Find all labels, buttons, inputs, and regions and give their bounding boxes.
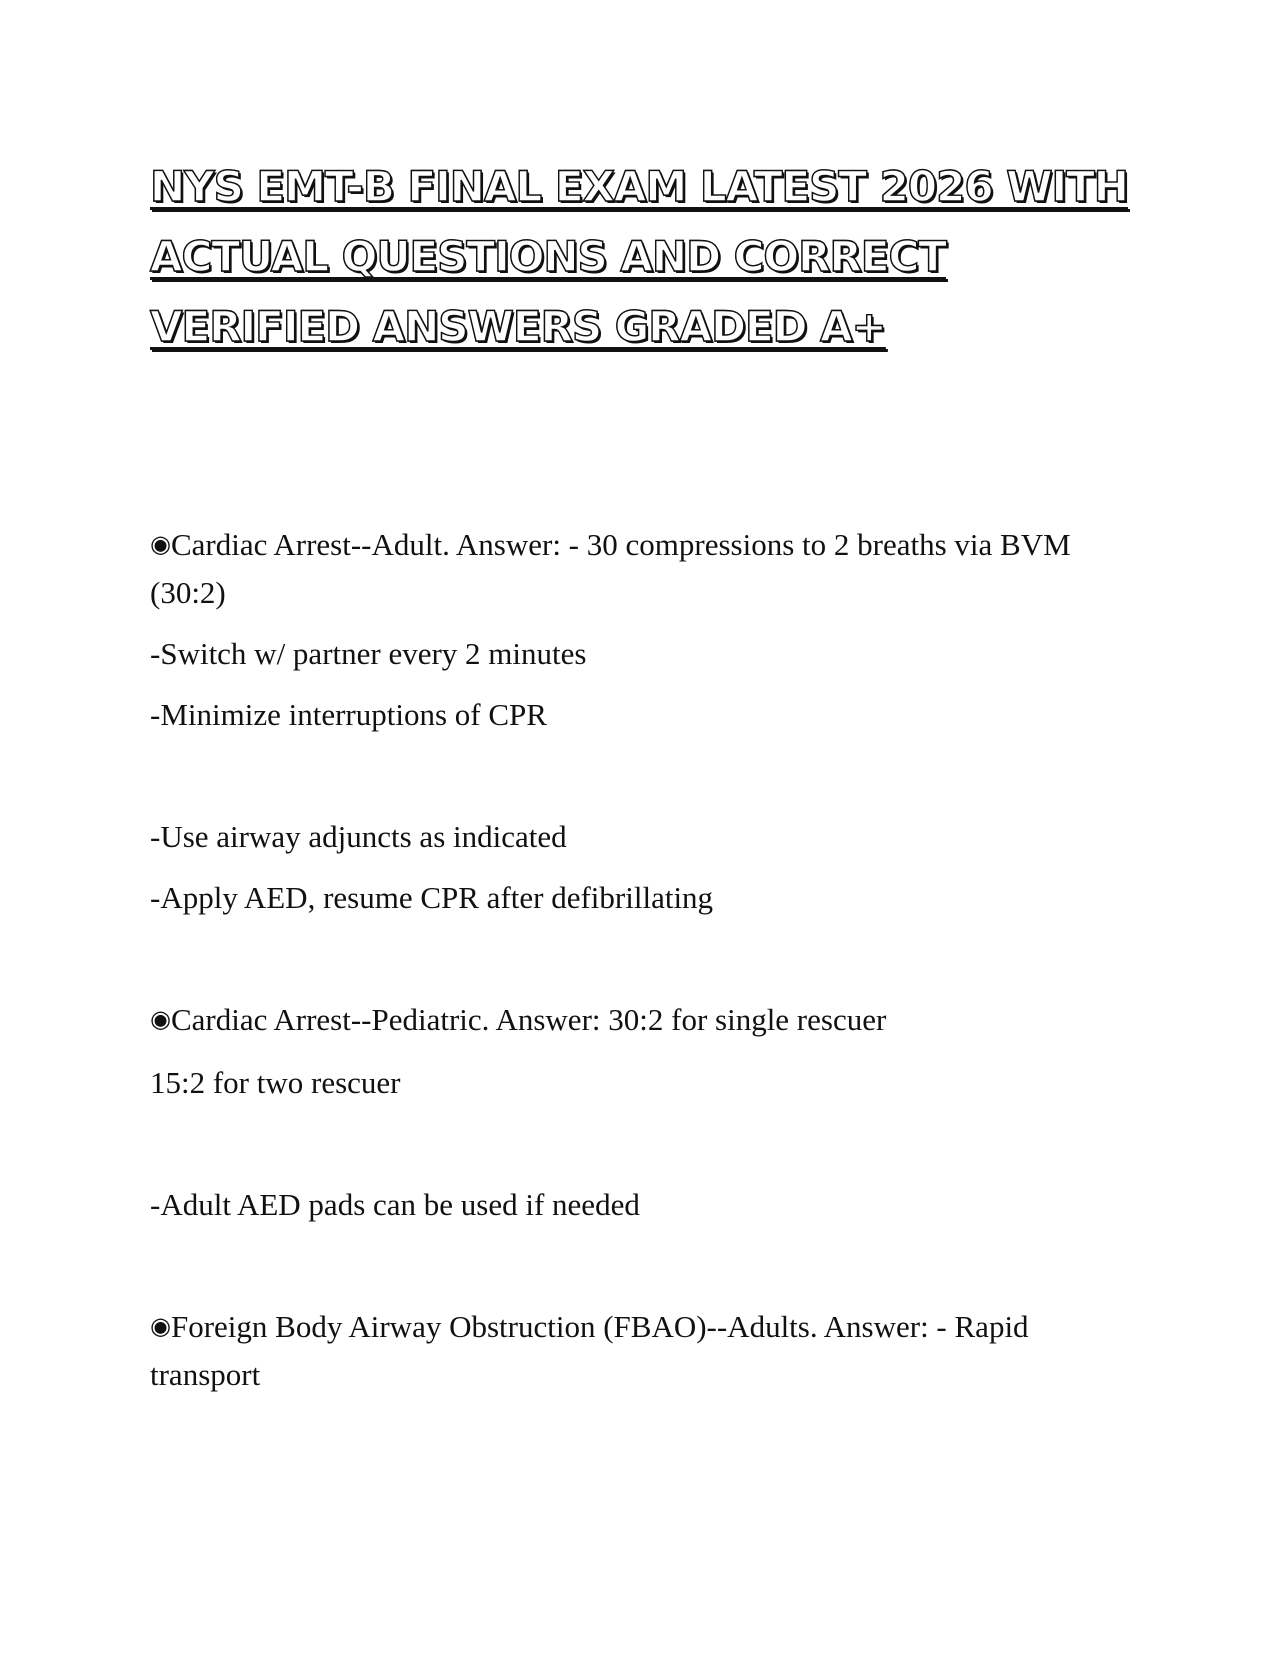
answer-line: -Use airway adjuncts as indicated: [150, 819, 567, 854]
radio-bullet-icon: ◉: [150, 1312, 171, 1340]
document-body: [150, 522, 1130, 1398]
radio-bullet-icon: ◉: [150, 530, 171, 558]
question-cardiac-pediatric: [150, 997, 1130, 1045]
question-text: Cardiac Arrest--Pediatric. Answer: 30:2 for single rescuer: [170, 1002, 887, 1037]
answer-line: 15:2 for two rescuer: [150, 1065, 401, 1100]
question-text: Cardiac Arrest--Adult. Answer: - 30 compressions to 2 breaths via BVM (30:2): [150, 527, 1071, 610]
question-cardiac-adult: [150, 522, 1130, 616]
question-fbao-adults: [150, 1304, 1130, 1398]
radio-bullet-icon: ◉: [150, 1005, 171, 1033]
answer-line: -Adult AED pads can be used if needed: [150, 1187, 640, 1222]
question-text: Foreign Body Airway Obstruction (FBAO)--Adults. Answer: - Rapid transport: [150, 1309, 1029, 1392]
document-title: NYS EMT-B FINAL EXAM LATEST 2026 WITH ACTUAL QUESTIONS AND CORRECT VERIFIED ANSWERS GRADED A+: [150, 162, 1128, 351]
answer-line: -Minimize interruptions of CPR: [150, 697, 547, 732]
answer-line: -Switch w/ partner every 2 minutes: [150, 636, 587, 671]
answer-line: -Apply AED, resume CPR after defibrillating: [150, 880, 714, 915]
